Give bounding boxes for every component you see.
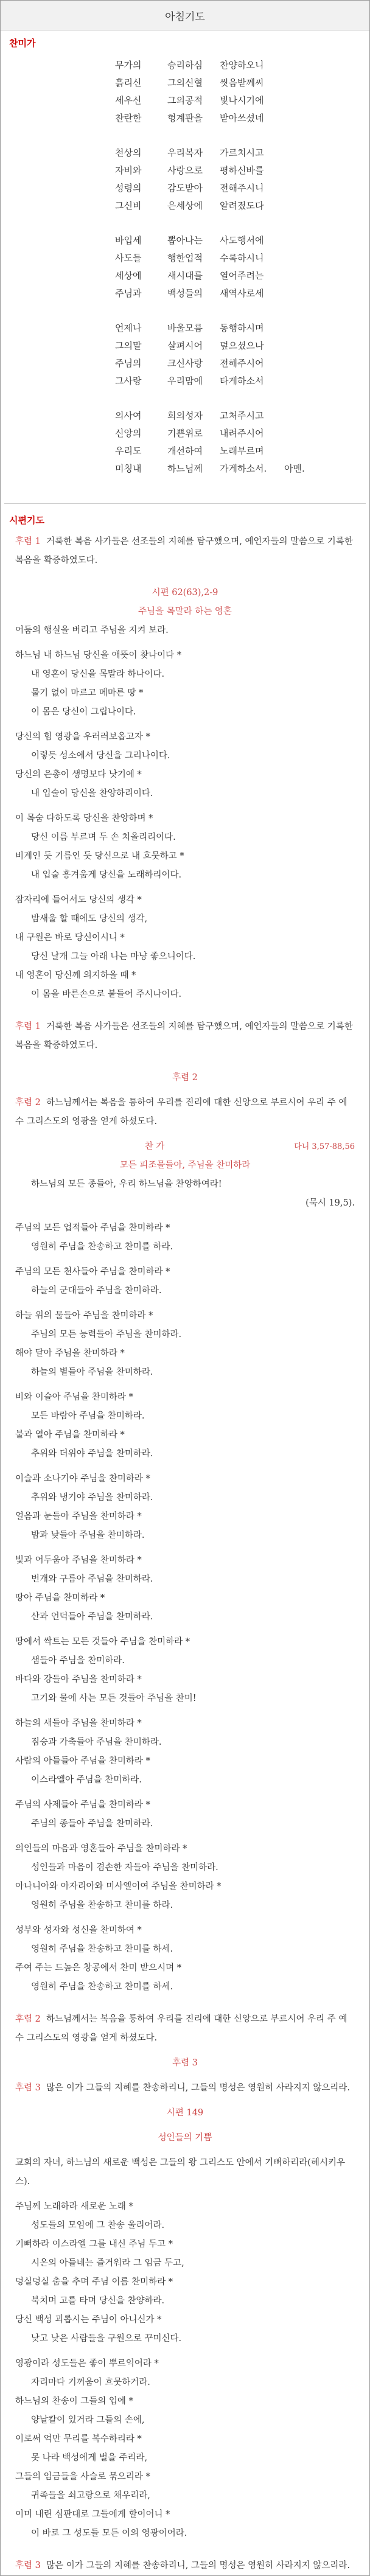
verse-line: 잠자리에 들어서도 당신의 생각 * — [15, 895, 142, 905]
hymn-line — [1, 197, 369, 215]
hymn-phrase: 그신비 — [115, 200, 142, 211]
verse-line: 얼음과 눈들아 주님을 찬미하라 * — [15, 1512, 142, 1521]
hymn-phrase — [284, 355, 321, 372]
hymn-line — [1, 355, 369, 372]
hymn-phrase: 전해주시어 — [220, 358, 264, 369]
verse-line: 당신 백성 괴롭시는 주님이 아니신가 * — [15, 2315, 162, 2325]
verse-line: 이슬과 소나기야 주님을 찬미하라 * — [15, 1474, 150, 1484]
hymn-line — [1, 162, 369, 180]
hymn-phrase: 받아쓰셨네 — [220, 113, 264, 124]
hymn-phrase: 하느님께 — [167, 463, 203, 474]
hymn-line — [1, 442, 369, 460]
praise-heading: 찬미가 — [9, 38, 36, 49]
hymn-phrase: 그의말 — [115, 340, 142, 351]
hymn-phrase: 고처주시고 — [220, 410, 264, 421]
hymn-phrase: 무가의 — [115, 60, 142, 71]
verse-line: 이렇듯 성소에서 당신을 그리나이다. — [31, 751, 170, 761]
hymn-phrase: 사랑으로 — [167, 165, 203, 176]
verse-line: 바다와 강들아 주님을 찬미하라 * — [15, 1675, 142, 1684]
hymn-line — [1, 57, 369, 74]
verse-line: 영원히 주님을 찬송하고 찬미를 하라. — [31, 1901, 173, 1910]
antiphon-label: 후렴 2 — [15, 2014, 41, 2024]
hymn-phrase: 타게하소서 — [220, 375, 264, 386]
verse-line: 이 몸을 바른손으로 붙들어 주시나이다. — [31, 990, 182, 999]
verse-line: 짐승과 가축들아 주님을 찬미하라. — [31, 1737, 162, 1747]
verse-line: 당신의 은총이 생명보다 낫기에 * — [15, 770, 142, 780]
hymn-phrase: 행한업적 — [167, 253, 203, 264]
hymn-phrase: 신앙의 — [115, 428, 142, 439]
antiphon-3 — [15, 2079, 355, 2098]
hymn-line — [1, 337, 369, 355]
hymn-phrase — [284, 110, 321, 127]
verse-line: 하늘의 별들아 주님을 찬미하라. — [31, 1367, 153, 1377]
hymn-phrase: 승리하심 — [167, 60, 203, 71]
verse-line: 성인들과 마음이 겸손한 자들아 주님을 찬미하라. — [31, 1863, 218, 1873]
antiphon-2-repeat — [15, 2010, 355, 2048]
hymn-phrase: 동행하시며 — [220, 323, 264, 333]
verse-line: 주님의 모든 천사들아 주님을 찬미하라 * — [15, 1267, 170, 1277]
verse-line: 하느님 내 하느님 당신을 애뜻이 찾나이다 * — [15, 651, 182, 660]
hymn-phrase: 가게하소서. — [220, 463, 267, 474]
verse-line: 귀족들을 쇠고랑으로 채우리라, — [31, 2491, 150, 2501]
hymn-line — [1, 144, 369, 162]
verse-line: 내 입술이 당신을 찬양하리이다. — [31, 789, 153, 798]
verse-line: 낮고 낮은 사람들을 구원으로 꾸미신다. — [31, 2334, 182, 2344]
verse-line: 밤새울 할 때에도 당신의 생각, — [31, 914, 148, 924]
hymn-line — [1, 110, 369, 127]
verse-line: 영원히 주님을 찬송하고 찬미를 하세. — [31, 1944, 173, 1954]
antiphon-text: 많은 이가 그들의 지혜를 찬송하리니, 그들의 명성은 영원히 사라지지 않으리라. — [46, 2561, 350, 2571]
hymn-phrase: 찬란한 — [115, 113, 142, 124]
hymn-phrase — [284, 250, 321, 267]
antiphon-label: 후렴 1 — [15, 537, 41, 546]
verse-line: 성도들의 모임에 그 찬송 울리어라. — [31, 2221, 165, 2230]
hymn-phrase: 아멘. — [284, 463, 305, 474]
hymn-phrase: 주님의 — [115, 358, 142, 369]
antiphon-label: 후렴 1 — [15, 1022, 41, 1031]
hymn-phrase: 노래부르며 — [220, 445, 264, 456]
verse-line: 성부와 성자와 성신을 찬미하여 * — [15, 1925, 142, 1935]
hymn-stanza — [1, 407, 369, 478]
verse-line: 주님께 노래하라 새로운 노래 * — [15, 2202, 133, 2211]
psalm-149-title: 성인들의 기쁨 — [158, 2133, 212, 2143]
verse-line: 자리마다 기꺼움이 흐뭇하거라. — [31, 2378, 150, 2387]
antiphon-1 — [15, 532, 355, 570]
verse-line: 비계인 듯 기름인 듯 당신으로 내 흐뭇하고 * — [15, 851, 184, 861]
hymn-stanza — [1, 232, 369, 302]
hymn-phrase: 천상의 — [115, 147, 142, 158]
canticle-title: 모든 피조물들아, 주님을 찬미하라 — [119, 1161, 251, 1170]
verse-line: 이 바로 그 성도들 모든 이의 영광이어라. — [31, 2529, 187, 2538]
hymn-phrase — [284, 372, 321, 390]
hymn-phrase: 크신사랑 — [167, 358, 203, 369]
psalm-149-reference: 시편 149 — [166, 2108, 204, 2118]
hymn-phrase: 새시대를 — [167, 270, 203, 281]
hymn-phrase: 헝계판을 — [167, 113, 203, 124]
verse-line: 땅아 주님을 찬미하라 * — [15, 1593, 105, 1603]
hymn-phrase: 내려주시어 — [220, 428, 264, 439]
verse-line: 못 나라 백성에게 벌을 주리라, — [31, 2453, 148, 2463]
psalm-title: 주님을 목말라 하는 영혼 — [138, 607, 232, 616]
antiphon-label: 후렴 3 — [15, 2561, 41, 2571]
antiphon-text: 거룩한 복음 사가들은 선조들의 지혜를 탐구했으며, 예언자들의 말씀으로 기록한 복음을 확증하였도다. — [15, 1022, 353, 1050]
hymn-phrase: 세우신 — [115, 95, 142, 106]
hymn-phrase — [284, 92, 321, 110]
verse-line: 북치며 고를 타며 당신을 찬양하라. — [31, 2296, 165, 2306]
verse-line: 하늘 위의 물들아 주님을 찬미하라 * — [15, 1311, 153, 1321]
hymn-line — [1, 372, 369, 390]
hymn-line — [1, 425, 369, 442]
antiphon-text: 하느님께서는 복음을 통하여 우리를 진리에 대한 신앙으로 부르시어 우리 주 예수 그리스도의 영광을 얻게 하셨도다. — [15, 2014, 347, 2043]
canticle-heading: 찬 가 — [144, 1142, 165, 1151]
psalm-149-intro: 교회의 자녀, 하느님의 새로운 백성은 그들의 왕 그리스도 안에서 기뻐하리라(헤시키우스). — [15, 2158, 345, 2187]
hymn-phrase: 빛나시기에 — [220, 95, 264, 106]
hymn-phrase — [284, 232, 321, 250]
antiphon-text: 많은 이가 그들의 지혜를 찬송하리니, 그들의 명성은 영원히 사라지지 않으리라. — [46, 2083, 350, 2093]
hymn-phrase: 성령의 — [115, 183, 142, 194]
verse-line: 의인들의 마음과 영혼들아 주님을 찬미하라 * — [15, 1844, 187, 1854]
verse-line: 번개와 구름아 주님을 찬미하라. — [31, 1574, 153, 1584]
hymn-phrase: 미칭내 — [115, 463, 142, 474]
verse-line: 해야 달아 주님을 찬미하라 * — [15, 1349, 125, 1358]
hymn-phrase — [284, 162, 321, 180]
hymn-line — [1, 285, 369, 302]
verse-line: 샘들아 주님을 찬미하라. — [31, 1656, 125, 1666]
psalmody-body — [1, 532, 369, 2575]
canticle-subtitle: 하느님의 모든 종들아, 우리 하느님을 찬양하여라! — [31, 1179, 222, 1189]
verse-line: 이스라엘아 주님을 찬미하라. — [31, 1775, 142, 1785]
antiphon-text: 하느님께서는 복음을 통하여 우리를 진리에 대한 신앙으로 부르시어 우리 주 예수 그리스도의 영광을 얻게 하셨도다. — [15, 1098, 347, 1126]
antiphon-2 — [15, 1094, 355, 1131]
verse-line: 아나니아와 아자리아와 미사엘이여 주님을 찬미하라 * — [15, 1882, 222, 1891]
verse-line: 주님의 사제들아 주님을 찬미하라 * — [15, 1800, 150, 1810]
verse-line: 내 구원은 바로 당신이시니 * — [15, 933, 125, 943]
antiphon-3-repeat — [15, 2557, 355, 2575]
canticle-reference: 다니 3,57-88,56 — [294, 1142, 355, 1151]
hymn-phrase: 개선하여 — [167, 445, 203, 456]
verse-line: 당신 이름 부르며 두 손 치올리리이다. — [31, 832, 176, 842]
hymn-phrase: 사도행서에 — [220, 235, 264, 246]
hymn-phrase: 우리맘에 — [167, 375, 203, 386]
hymn-phrase — [284, 319, 321, 337]
verse-line: 영원히 주님을 찬송하고 찬미를 하라. — [31, 1242, 173, 1252]
hymn-phrase: 흙리신 — [115, 77, 142, 88]
hymn-phrase — [284, 337, 321, 355]
hymn-phrase: 뽑아나는 — [167, 235, 203, 246]
hymn — [1, 54, 369, 478]
hymn-phrase: 찬양하오니 — [220, 60, 264, 71]
hymn-phrase: 감도받아 — [167, 183, 203, 194]
hymn-phrase: 알려졌도다 — [220, 200, 264, 211]
verse-line: 양날칼이 있거라 그들의 손에, — [31, 2415, 145, 2425]
psalm-149-lines — [15, 2197, 355, 2543]
hymn-phrase — [284, 197, 321, 215]
psalm-subtitle: 어둠의 행실을 버리고 주님을 지켜 보라. — [15, 626, 169, 635]
hymn-phrase: 가르치시고 — [220, 147, 264, 158]
verse-line: 당신의 힘 영광을 우러러보옵고자 * — [15, 732, 150, 742]
psalm-lines — [15, 646, 355, 1004]
hymn-phrase: 평하신바를 — [220, 165, 264, 176]
hymn-phrase — [284, 285, 321, 302]
hymn-line — [1, 267, 369, 285]
hymn-phrase: 사도들 — [115, 253, 142, 264]
verse-line: 밤과 낮들아 주님을 찬미하라. — [31, 1531, 145, 1540]
verse-line: 주님의 모든 능력들아 주님을 찬미하라. — [31, 1330, 182, 1339]
verse-line: 주여 주는 드높은 창공에서 찬미 받으시며 * — [15, 1963, 182, 1973]
hymn-phrase — [284, 442, 321, 460]
verse-line: 비와 이슬아 주님을 찬미하라 * — [15, 1392, 133, 1402]
hymn-phrase: 언제나 — [115, 323, 142, 333]
verse-line: 불과 열아 주님을 찬미하라 * — [15, 1430, 125, 1440]
hymn-phrase — [284, 407, 321, 425]
canticle-lines — [15, 1219, 355, 1997]
hymn-stanza — [1, 144, 369, 215]
hymn-phrase — [284, 425, 321, 442]
antiphon-2-heading: 후렴 2 — [172, 1073, 198, 1083]
verse-line: 내 입술 흥겨움게 당신을 노래하리이다. — [31, 870, 182, 880]
hymn-phrase: 그의공적 — [167, 95, 203, 106]
hymn-phrase: 주님과 — [115, 288, 142, 299]
hymn-line — [1, 180, 369, 197]
hymn-phrase: 우리도 — [115, 445, 142, 456]
verse-line: 그들의 임금들을 사슬로 묶으리라 * — [15, 2472, 150, 2482]
canticle-heading-row — [15, 1137, 355, 1156]
antiphon-1-repeat — [15, 1017, 355, 1055]
verse-line: 추위와 더위야 주님을 찬미하라. — [31, 1449, 153, 1459]
antiphon-label: 후렴 2 — [15, 1098, 41, 1108]
antiphon-text: 거룩한 복음 사가들은 선조들의 지혜를 탐구했으며, 예언자들의 말씀으로 기록한 복음을 확증하였도다. — [15, 537, 353, 565]
verse-line: 사람의 아들들아 주님을 찬미하라 * — [15, 1756, 150, 1766]
hymn-phrase: 기쁜위로 — [167, 428, 203, 439]
verse-line: 주님의 종들아 주님을 찬미하라. — [31, 1819, 153, 1829]
verse-line: 당신 날개 그늘 아래 나는 마냥 좋으니이다. — [31, 952, 196, 962]
antiphon-label: 후렴 3 — [15, 2083, 41, 2093]
hymn-phrase: 자비와 — [115, 165, 142, 176]
page-title-text: 아침기도 — [165, 10, 205, 23]
verse-line: 주님의 모든 업적들아 주님을 찬미하라 * — [15, 1223, 170, 1233]
verse-line: 기뻐하라 이스라엘 그를 내신 주님 두고 * — [15, 2239, 173, 2249]
hymn-phrase — [284, 267, 321, 285]
verse-line: 하늘의 새들아 주님을 찬미하라 * — [15, 1719, 142, 1728]
verse-line: 시온의 아들네는 즐거워라 그 임금 두고, — [31, 2258, 184, 2268]
hymn-phrase: 의사여 — [115, 410, 142, 421]
verse-line: 내 영혼이 당신을 목말라 하나이다. — [31, 669, 165, 679]
hymn-phrase: 바입세 — [115, 235, 142, 246]
verse-line: 내 영혼이 당신께 의지하올 때 * — [15, 971, 136, 980]
hymn-line — [1, 460, 369, 478]
verse-line: 이 목숨 다하도록 당신을 찬양하며 * — [15, 814, 153, 823]
verse-line: 영원히 주님을 찬송하고 찬미를 하세. — [31, 1982, 173, 1992]
hymn-stanza — [1, 319, 369, 390]
psalm-reference: 시편 62(63),2-9 — [152, 588, 218, 598]
hymn-phrase — [284, 180, 321, 197]
hymn-line — [1, 319, 369, 337]
hymn-phrase: 열어주려는 — [220, 270, 264, 281]
hymn-line — [1, 250, 369, 267]
verse-line: 빛과 어두움아 주님을 찬미하라 * — [15, 1555, 142, 1565]
verse-line: 하늘의 군대들아 주님을 찬미하라. — [31, 1286, 162, 1296]
verse-line: 이로써 억만 무리를 복수하리라 * — [15, 2434, 142, 2444]
verse-line: 추위와 냉기야 주님을 찬미하라. — [31, 1493, 153, 1503]
verse-line: 고기와 물에 사는 모든 것들아 주님을 찬미! — [31, 1694, 197, 1703]
antiphon-3-heading: 후렴 3 — [172, 2058, 198, 2068]
verse-line: 이미 내린 심판대로 그들에게 할이어니 * — [15, 2510, 170, 2519]
verse-line: 영광이라 성도들은 좋이 뿌르익어라 * — [15, 2359, 159, 2368]
hymn-phrase: 은세상에 — [167, 200, 203, 211]
hymn-phrase: 희의성자 — [167, 410, 203, 421]
hymn-phrase: 바울모름 — [167, 323, 203, 333]
page-title — [1, 1, 369, 30]
hymn-phrase: 살펴시어 — [167, 340, 203, 351]
hymn-line — [1, 92, 369, 110]
hymn-phrase: 세상에 — [115, 270, 142, 281]
hymn-line — [1, 74, 369, 92]
verse-line: 땅에서 싹트는 모든 것들아 주님을 찬미하라 * — [15, 1637, 190, 1647]
hymn-line — [1, 407, 369, 425]
hymn-phrase: 씻음받께씨 — [220, 77, 264, 88]
verse-line: 하느님의 찬송이 그들의 입에 * — [15, 2396, 133, 2406]
hymn-phrase: 덮으셨으나 — [220, 340, 264, 351]
verse-line: 모든 바람아 주님을 찬미하라. — [31, 1411, 145, 1421]
hymn-line — [1, 232, 369, 250]
hymn-phrase — [284, 74, 321, 92]
hymn-phrase: 수록하시니 — [220, 253, 264, 264]
hymn-stanza — [1, 57, 369, 127]
hymn-phrase: 새역사로세 — [220, 288, 264, 299]
hymn-phrase: 그사랑 — [115, 375, 142, 386]
hymn-phrase — [284, 144, 321, 162]
hymn-phrase: 백성들의 — [167, 288, 203, 299]
canticle-subreference: (묵시 19,5). — [305, 1198, 355, 1208]
hymn-phrase: 우리복자 — [167, 147, 203, 158]
hymn-phrase: 전해주시니 — [220, 183, 264, 194]
psalmody-heading: 시편기도 — [9, 515, 44, 526]
verse-line: 물기 없이 마르고 메마른 땅 * — [31, 688, 144, 698]
verse-line: 덩실덩실 춤을 추며 주님 이름 찬미하라 * — [15, 2277, 173, 2287]
verse-line: 산과 언덕들아 주님을 찬미하라. — [31, 1612, 153, 1622]
hymn-phrase: 그의신혈 — [167, 77, 203, 88]
verse-line: 이 몸은 당신이 그립나이다. — [31, 707, 136, 717]
hymn-phrase — [284, 57, 321, 74]
